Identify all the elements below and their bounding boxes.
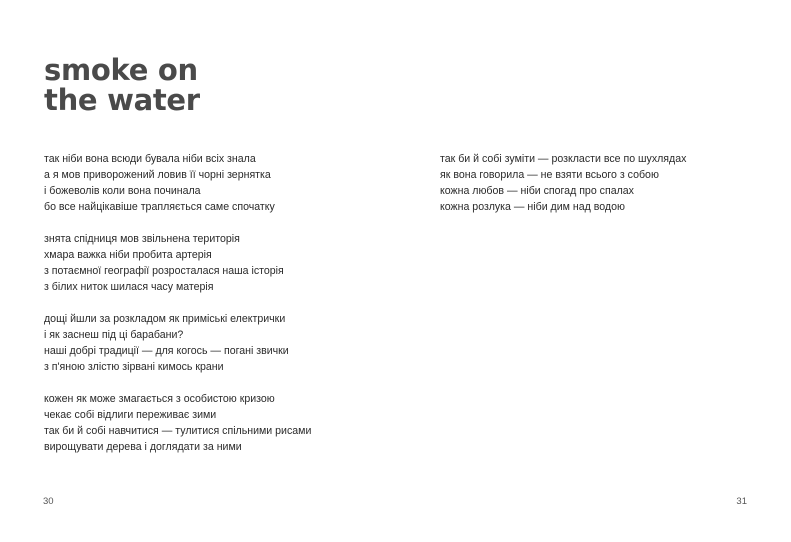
poem-line: з потаємної географії розросталася наша історія xyxy=(44,265,284,277)
poem-line: і як заснеш під ці барабани? xyxy=(44,329,184,341)
poem-line: чекає собі відлиги переживає зими xyxy=(44,409,217,421)
poem-line: як вона говорила — не взяти всього з собою xyxy=(440,169,659,181)
poem-line: кожна любов — ніби спогад про спалах xyxy=(440,185,634,197)
poem-line: так би й собі зуміти — розкласти все по шухлядах xyxy=(440,153,687,165)
poem-line: з п'яною злістю зірвані кимось крани xyxy=(44,361,224,373)
poem-line: знята спідниця мов звільнена територія xyxy=(44,233,240,245)
stanza-3 xyxy=(44,311,311,375)
poem-line: так ніби вона всюди бувала ніби всіх знала xyxy=(44,153,256,165)
left-page xyxy=(0,0,395,542)
page-number-right: 31 xyxy=(736,496,747,507)
poem-line: з білих ниток шилася часу матерія xyxy=(44,281,214,293)
poem-line: а я мов приворожений ловив її чорні зернятка xyxy=(44,169,271,181)
poem-line: дощі йшли за розкладом як приміські електрички xyxy=(44,313,286,325)
page-number-left: 30 xyxy=(43,496,54,507)
poem-line: хмара важка ніби пробита артерія xyxy=(44,249,212,261)
stanza-1 xyxy=(44,151,311,215)
right-page xyxy=(396,0,791,542)
poem-line: бо все найцікавіше трапляється саме спочатку xyxy=(44,201,275,213)
poem-title xyxy=(44,55,200,115)
poem-line: вирощувати дерева і доглядати за ними xyxy=(44,441,242,453)
right-poem-body xyxy=(440,151,686,231)
poem-line: наші добрі традиції — для когось — погані звички xyxy=(44,345,289,357)
poem-line: і божеволів коли вона починала xyxy=(44,185,201,197)
poem-line: так би й собі навчитися — тулитися спільними рисами xyxy=(44,425,312,437)
title-line-1: smoke on xyxy=(44,53,198,87)
poem-line: кожен як може змагається з особистою кризою xyxy=(44,393,275,405)
stanza-4 xyxy=(44,391,311,455)
title-line-2: the water xyxy=(44,83,200,117)
poem-line: кожна розлука — ніби дим над водою xyxy=(440,201,625,213)
stanza-5 xyxy=(440,151,686,215)
left-poem-body xyxy=(44,151,311,471)
stanza-2 xyxy=(44,231,311,295)
